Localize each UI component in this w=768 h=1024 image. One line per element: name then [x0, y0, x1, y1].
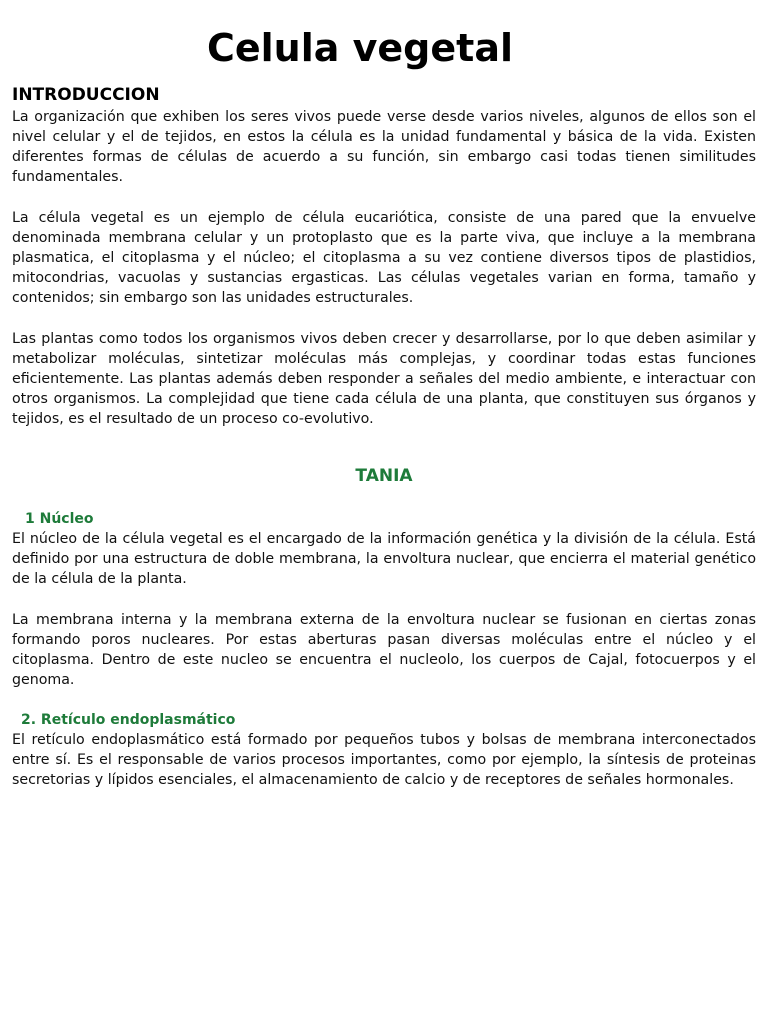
intro-paragraph-2: La célula vegetal es un ejemplo de célula eucariótica, consiste de una pared que la envuelve denominada membrana celular y un protoplasto que es la parte viva, que incluye a la membrana plasmatica, el citoplasma y el núcleo; el citoplasma a su vez contiene diversos tipos de plastidios, mitocondrias, vacuolas y sustancias ergasticas. Las células vegetales varian en forma, tamaño y contenidos; sin embargo son las unidades estructurales. [12, 210, 756, 307]
intro-paragraph-3: Las plantas como todos los organismos vivos deben crecer y desarrollarse, por lo que deben asimilar y metabolizar moléculas, sintetizar moléculas más complejas, y coordinar todas estas funciones eficientemente. Las plantas además deben responder a señales del medio ambiente, e interactuar con otros organismos. La complejidad que tiene cada célula de una planta, que constituyen sus órganos y tejidos, es el resultado de un proceso co-evolutivo. [12, 331, 756, 428]
section-heading-reticulo: 2. Retículo endoplasmático [21, 712, 236, 728]
nucleo-paragraph-1: El núcleo de la célula vegetal es el encargado de la información genética y la división de la célula. Está definido por una estructura de doble membrana, la envoltura nuclear, que encierra el material genético de la célula de la planta. [12, 531, 756, 588]
author-heading: TANIA [355, 466, 413, 486]
document-title: Celula vegetal [207, 26, 513, 70]
nucleo-paragraph-2: La membrana interna y la membrana externa de la envoltura nuclear se fusionan en ciertas zonas formando poros nucleares. Por estas aberturas pasan diversas moléculas entre el núcleo y el citoplasma. Dentro de este nucleo se encuentra el nucleolo, los cuerpos de Cajal, fotocuerpos y el genoma. [12, 612, 756, 689]
reticulo-paragraph-1: El retículo endoplasmático está formado por pequeños tubos y bolsas de membrana interconectados entre sí. Es el responsable de varios procesos importantes, como por ejemplo, la síntesis de proteinas secretorias y lípidos esenciales, el almacenamiento de calcio y de receptores de señales hormonales. [12, 732, 756, 789]
intro-paragraph-1: La organización que exhiben los seres vivos puede verse desde varios niveles, algunos de ellos son el nivel celular y el de tejidos, en estos la célula es la unidad fundamental y básica de la vida. Existen diferentes formas de células de acuerdo a su función, sin embargo casi todas tienen similitudes fundamentales. [12, 109, 756, 186]
section-heading-nucleo: 1 Núcleo [25, 511, 94, 527]
intro-heading: INTRODUCCION [12, 85, 160, 105]
